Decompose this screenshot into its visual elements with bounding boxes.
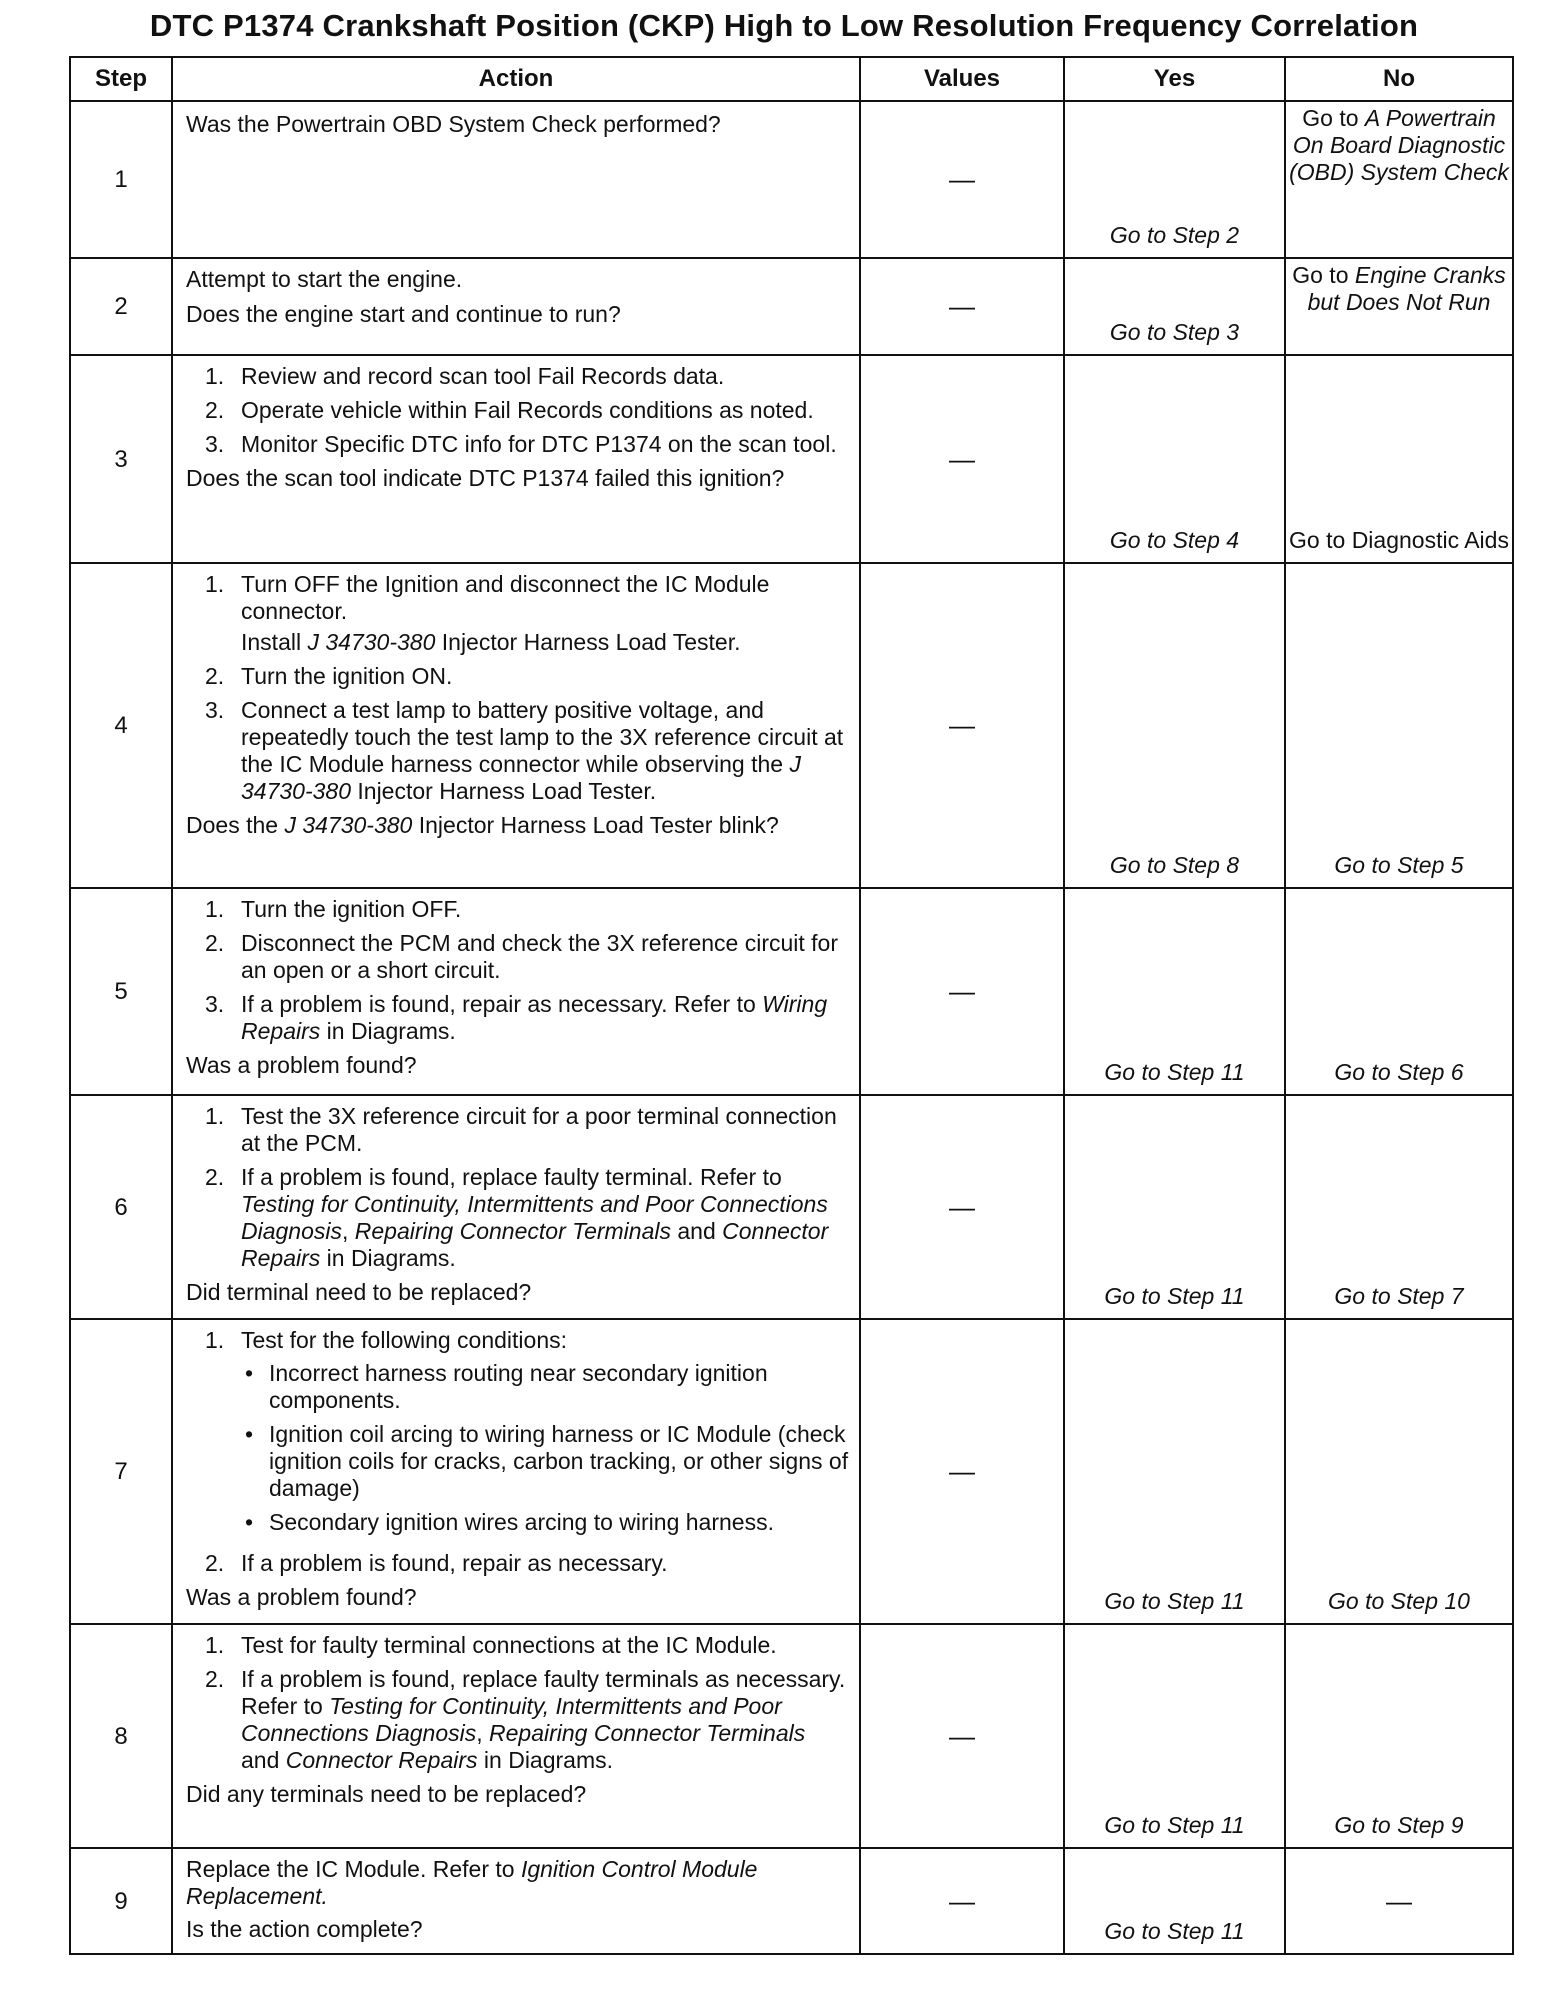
values-cell: — — [860, 1319, 1064, 1624]
action-cell — [172, 563, 860, 888]
values-cell: — — [860, 1848, 1064, 1954]
condition-list — [241, 1360, 849, 1536]
question-text: Is the action complete? — [186, 1916, 423, 1942]
table-row-step-4 — [70, 563, 1513, 888]
step-number: 9 — [70, 1848, 172, 1954]
action-text: Replace the IC Module. Refer to Ignition Control Module Replacement. — [186, 1856, 758, 1909]
install-note: Install J 34730-380 Injector Harness Load Tester. — [241, 629, 741, 655]
step-number: 5 — [70, 888, 172, 1095]
action-cell — [172, 1319, 860, 1624]
question-text: Does the scan tool indicate DTC P1374 failed this ignition? — [186, 465, 785, 491]
values-cell: — — [860, 1624, 1064, 1848]
table-row-step-9 — [70, 1848, 1513, 1954]
list-item: 3. Monitor Specific DTC info for DTC P1374 on the scan tool. — [205, 431, 837, 457]
list-item: 1. Test the 3X reference circuit for a poor terminal connection at the PCM. — [205, 1103, 837, 1156]
list-item: 2. If a problem is found, replace faulty terminals as necessary. Refer to Testing for Continuity, Intermittents and Poor Connections Diagnosis, Repairing Connector Terminals and Connector Repairs in Diagrams. — [205, 1666, 846, 1773]
list-item: 1. Turn the ignition OFF. — [205, 896, 462, 922]
no-cell — [1285, 355, 1513, 563]
values-cell: — — [860, 888, 1064, 1095]
no-link[interactable]: Go to Step 7 — [1334, 1283, 1464, 1309]
step-number: 6 — [70, 1095, 172, 1319]
action-cell — [172, 888, 860, 1095]
question-text: Does the engine start and continue to run? — [186, 301, 621, 327]
no-italic: A Powertrain On Board Diagnostic (OBD) System Check — [1289, 105, 1509, 185]
list-item: 2. Disconnect the PCM and check the 3X reference circuit for an open or a short circuit. — [205, 930, 839, 983]
no-cell — [1285, 101, 1513, 258]
values-cell: — — [860, 563, 1064, 888]
list-item: 1. Test for faulty terminal connections at the IC Module. — [205, 1632, 777, 1658]
yes-link[interactable]: Go to Step 11 — [1104, 1283, 1245, 1309]
action-text: Attempt to start the engine. — [186, 266, 463, 292]
table-row-step-5 — [70, 888, 1513, 1095]
no-link[interactable] — [1286, 262, 1512, 316]
action-cell — [172, 1848, 860, 1954]
question-text: Did any terminals need to be replaced? — [186, 1781, 587, 1807]
question-text: Was a problem found? — [186, 1052, 417, 1078]
step-number: 1 — [70, 101, 172, 258]
table-row-step-1 — [70, 101, 1513, 258]
no-cell — [1285, 563, 1513, 888]
header-action: Action — [172, 57, 860, 101]
list-item: 1. Review and record scan tool Fail Records data. — [205, 363, 725, 389]
yes-link[interactable]: Go to Step 11 — [1104, 1918, 1245, 1944]
list-item: 2. If a problem is found, repair as necessary. — [205, 1550, 668, 1576]
yes-link[interactable]: Go to Step 11 — [1104, 1588, 1245, 1614]
table-row-step-2 — [70, 258, 1513, 355]
action-cell — [172, 355, 860, 563]
values-cell: — — [860, 1095, 1064, 1319]
step-number: 4 — [70, 563, 172, 888]
no-link[interactable]: Go to Step 10 — [1328, 1588, 1470, 1614]
list-item: 2. Operate vehicle within Fail Records conditions as noted. — [205, 397, 814, 423]
yes-cell — [1064, 101, 1285, 258]
no-cell — [1285, 1624, 1513, 1848]
values-cell: — — [860, 258, 1064, 355]
no-prefix: Go to — [1292, 262, 1355, 288]
action-list — [186, 571, 849, 805]
no-link[interactable]: Go to Step 9 — [1334, 1812, 1464, 1838]
yes-cell — [1064, 1095, 1285, 1319]
header-yes: Yes — [1064, 57, 1285, 101]
no-link[interactable] — [1286, 105, 1512, 186]
yes-cell — [1064, 1848, 1285, 1954]
step-number: 8 — [70, 1624, 172, 1848]
yes-cell — [1064, 258, 1285, 355]
action-cell — [172, 1095, 860, 1319]
action-cell — [172, 1624, 860, 1848]
no-cell — [1285, 258, 1513, 355]
list-item: 1. Turn OFF the Ignition and disconnect the IC Module connector. Install J 34730-380 Injector Harness Load Tester. — [186, 571, 849, 656]
no-cell — [1285, 1095, 1513, 1319]
action-list — [186, 363, 849, 458]
yes-cell — [1064, 1624, 1285, 1848]
table-row-step-6 — [70, 1095, 1513, 1319]
no-cell: — — [1285, 1848, 1513, 1954]
no-link[interactable]: Go to Step 5 — [1334, 852, 1464, 878]
action-cell — [172, 258, 860, 355]
yes-link[interactable]: Go to Step 11 — [1104, 1059, 1245, 1085]
step-number: 7 — [70, 1319, 172, 1624]
step-number: 3 — [70, 355, 172, 563]
table-row-step-8 — [70, 1624, 1513, 1848]
bullet-item: • Incorrect harness routing near secondary ignition components. — [245, 1360, 768, 1413]
yes-link[interactable]: Go to Step 3 — [1109, 319, 1240, 345]
action-list — [186, 896, 849, 1045]
action-list — [186, 1327, 849, 1577]
list-item: 2. If a problem is found, replace faulty terminal. Refer to Testing for Continuity, Intermittents and Poor Connections Diagnosis, Repairing Connector Terminals and Connector Repairs in Diagrams. — [205, 1164, 829, 1271]
no-cell — [1285, 1319, 1513, 1624]
question-text: Was a problem found? — [186, 1584, 417, 1610]
yes-cell — [1064, 355, 1285, 563]
page-title: DTC P1374 Crankshaft Position (CKP) High to Low Resolution Frequency Correlation — [149, 8, 1419, 43]
yes-cell — [1064, 1319, 1285, 1624]
question-text: Does the J 34730-380 Injector Harness Load Tester blink? — [186, 812, 779, 838]
list-item: 3. Connect a test lamp to battery positive voltage, and repeatedly touch the test lamp to the 3X reference circuit at the IC Module harness connector while observing the J 34730-380 Injector Harness Load Tester. — [205, 697, 844, 804]
list-item: 1. Test for the following conditions: • Incorrect harness routing near secondary ignition components. • Ignition coil arcing to wiring harness or IC Module (check ignition coils for cracks, carbon tracking, or other signs of damage) • Secondary ignition wires arcing to wiring harness. — [205, 1327, 849, 1535]
table-row-step-7 — [70, 1319, 1513, 1624]
no-prefix: Go to — [1302, 105, 1365, 131]
yes-link[interactable]: Go to Step 11 — [1104, 1812, 1245, 1838]
header-row — [70, 57, 1513, 101]
values-cell: — — [860, 355, 1064, 563]
yes-cell — [1064, 888, 1285, 1095]
diagnostic-table — [69, 56, 1514, 1955]
yes-link[interactable]: Go to Step 2 — [1109, 222, 1240, 248]
no-italic: Engine Cranks but Does Not Run — [1307, 262, 1506, 315]
question-text: Was the Powertrain OBD System Check performed? — [186, 111, 721, 137]
action-cell — [172, 101, 860, 258]
header-values: Values — [860, 57, 1064, 101]
no-link[interactable]: Go to Diagnostic Aids — [1289, 527, 1509, 553]
question-text: Did terminal need to be replaced? — [186, 1279, 532, 1305]
bullet-item: • Ignition coil arcing to wiring harness or IC Module (check ignition coils for cracks, carbon tracking, or other signs of damage) — [245, 1421, 849, 1501]
no-cell — [1285, 888, 1513, 1095]
header-no: No — [1285, 57, 1513, 101]
bullet-item: • Secondary ignition wires arcing to wiring harness. — [245, 1509, 774, 1535]
action-list — [186, 1632, 849, 1774]
header-step: Step — [70, 57, 172, 101]
action-list — [186, 1103, 849, 1272]
list-item: 2. Turn the ignition ON. — [205, 663, 453, 689]
values-cell: — — [860, 101, 1064, 258]
table-row-step-3 — [70, 355, 1513, 563]
yes-cell — [1064, 563, 1285, 888]
yes-link[interactable]: Go to Step 8 — [1109, 852, 1240, 878]
yes-link[interactable]: Go to Step 4 — [1109, 527, 1240, 553]
list-item: 3. If a problem is found, repair as necessary. Refer to Wiring Repairs in Diagrams. — [205, 991, 828, 1044]
step-number: 2 — [70, 258, 172, 355]
no-link[interactable]: Go to Step 6 — [1334, 1059, 1464, 1085]
